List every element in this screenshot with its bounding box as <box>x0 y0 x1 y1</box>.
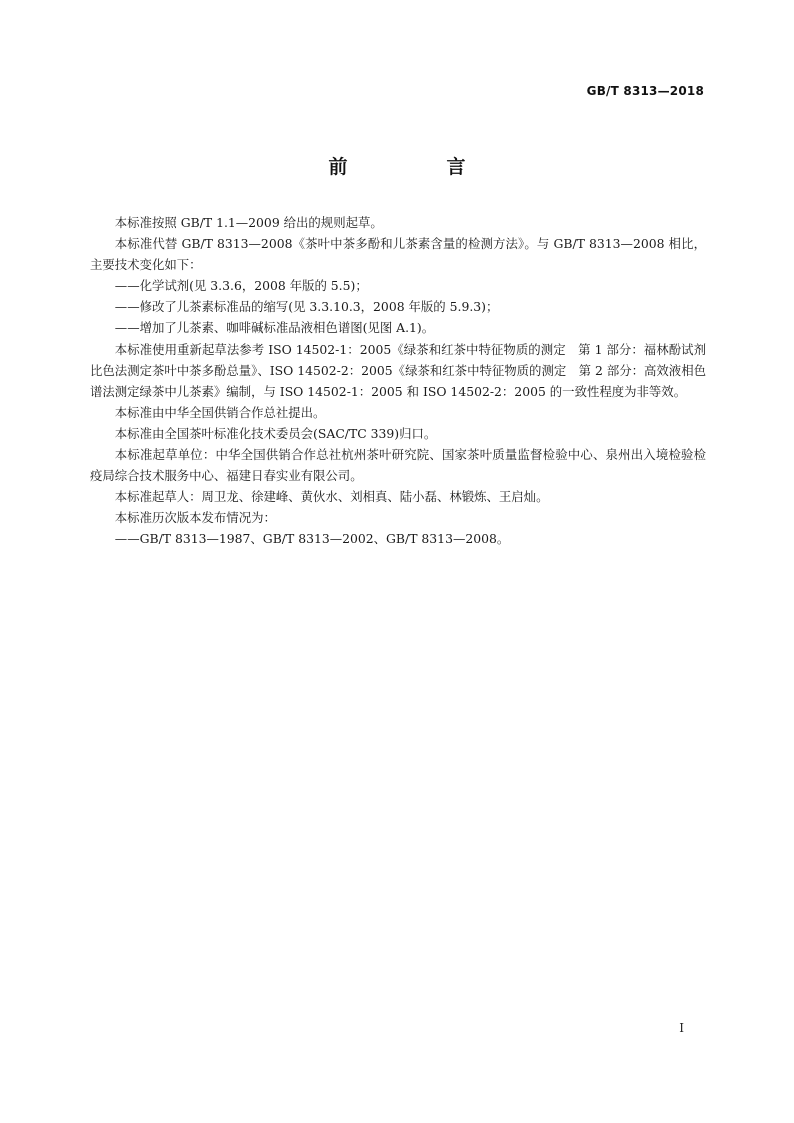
paragraph-iso-reference: 本标准使用重新起草法参考 ISO 14502-1：2005《绿茶和红茶中特征物质的测定 第 1 部分：福林酚试剂比色法测定茶叶中茶多酚总量》、ISO 14502-2：2005《绿茶和红茶中特征物质的测定 第 2 部分：高效液相色谱法测定绿茶中儿茶素》编制，与 ISO 14502-1：2005 和 ISO 14502-2：2005 的一致性程度为非等效。 <box>90 341 706 399</box>
paragraph-proposed-by: 本标准由中华全国供销合作总社提出。 <box>114 404 326 420</box>
paragraph-drafting-rules: 本标准按照 GB/T 1.1—2009 给出的规则起草。 <box>114 215 383 230</box>
paragraph-drafters: 本标准起草人：周卫龙、徐建峰、黄伙水、刘相真、陆小磊、林锻炼、王启灿。 <box>114 489 549 505</box>
history-item: ——GB/T 8313—1987、GB/T 8313—2002、GB/T 8313—2008。 <box>114 531 510 547</box>
paragraph-history-intro: 本标准历次版本发布情况为： <box>114 510 276 526</box>
page-number: I <box>679 1021 684 1035</box>
paragraph-under-jurisdiction: 本标准由全国茶叶标准化技术委员会(SAC/TC 339)归口。 <box>114 425 437 441</box>
change-item-2: ——修改了儿茶素标准品的缩写(见 3.3.10.3，2008 年版的 5.9.3)； <box>114 299 499 315</box>
document-body <box>90 212 706 550</box>
change-item-1: ——化学试剂(见 3.3.6，2008 年版的 5.5)； <box>114 278 368 294</box>
paragraph-replaces: 本标准代替 GB/T 8313—2008《茶叶中茶多酚和儿茶素含量的检测方法》。与 GB/T 8313—2008 相比，主要技术变化如下： <box>90 236 706 273</box>
paragraph-drafting-units: 本标准起草单位：中华全国供销合作总社杭州茶叶研究院、国家茶叶质量监督检验中心、泉州出入境检验检疫局综合技术服务中心、福建日春实业有限公司。 <box>90 447 706 484</box>
page-header-code: GB/T 8313—2018 <box>586 84 704 98</box>
change-item-3: ——增加了儿茶素、咖啡碱标准品液相色谱图(见图 A.1)。 <box>114 320 435 336</box>
page-title: 前 言 <box>328 156 506 178</box>
